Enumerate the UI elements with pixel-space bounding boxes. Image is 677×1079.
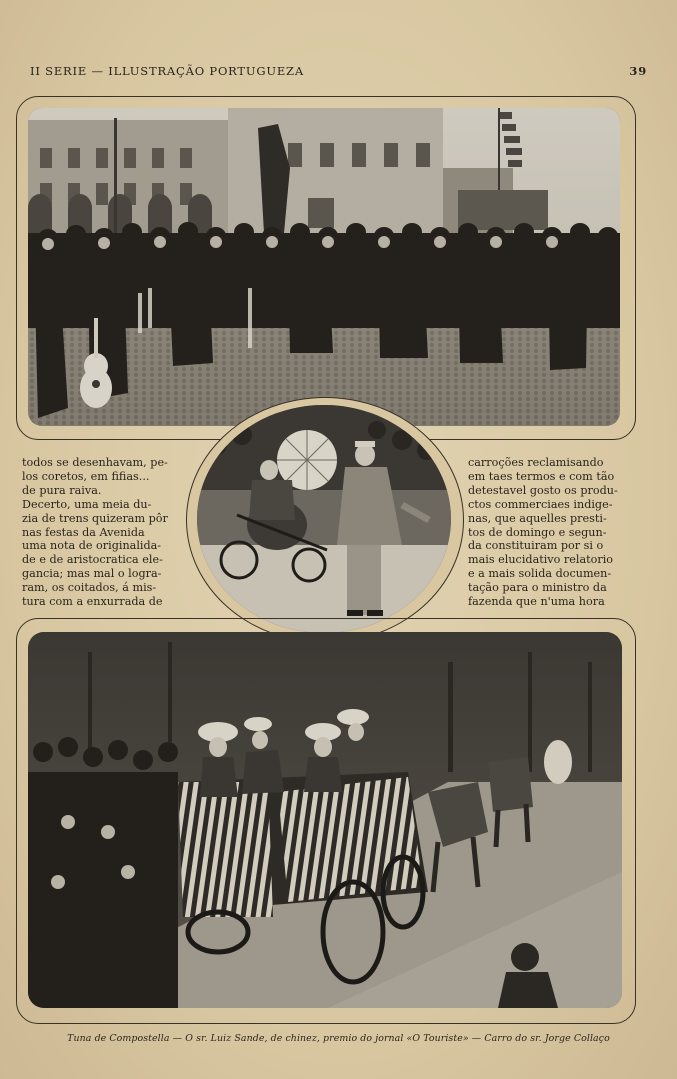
text-line: tura com a enxurrada de [22,595,163,609]
text-line: carroções reclamisando [468,456,604,469]
text-line: ctos commerciaes indige- [468,497,613,511]
article-left-column [22,456,172,609]
article-right-column [468,456,638,609]
photo-luiz-sande-image [197,405,451,633]
text-line: mais elucidativo relatorio [468,553,614,567]
text-line: de pura raiva. [22,483,102,497]
text-line: tos de domingo e segun- [468,525,607,539]
photo-caption: Tuna de Compostella — O sr. Luiz Sande, de chinez, premio do jornal «O Touriste» — Carro do sr. Jorge Collaço [67,1033,610,1044]
text-line: tação para o ministro da [468,581,607,595]
page-number: 39 [629,64,647,78]
text-line: de e de aristocratica ele- [22,553,163,567]
text-line: da constituiram por si o [468,539,604,553]
photo-tuna-de-compostella [28,108,620,426]
text-line: nas, que aquelles presti- [468,511,607,525]
text-line: uma nota de originalida- [22,539,162,553]
text-line: los coretos, em fifias... [22,469,150,483]
text-line: em taes termos e com tão [468,469,615,483]
text-line: nas festas da Avenida [22,525,145,539]
text-line: Decerto, uma meia du- [22,497,152,511]
text-line: fazenda que n'uma hora [468,595,605,609]
text-line: e a mais solida documen- [468,567,612,581]
photo-carro-image [28,632,622,1008]
text-line: todos se desenhavam, pe- [22,456,168,469]
photo-carro-jorge-collaco [28,632,622,1008]
page-header [30,64,647,82]
photo-tuna-image [28,108,620,426]
series-title: II SERIE — ILLUSTRAÇÃO PORTUGUEZA [30,64,304,78]
text-line: detestavel gosto os produ- [468,483,618,497]
text-line: gancia; mas mal o logra- [22,567,162,581]
photo-luiz-sande [197,405,451,633]
text-line: ram, os coitados, á mis- [22,581,157,595]
text-line: zia de trens quizeram pôr [22,511,168,525]
